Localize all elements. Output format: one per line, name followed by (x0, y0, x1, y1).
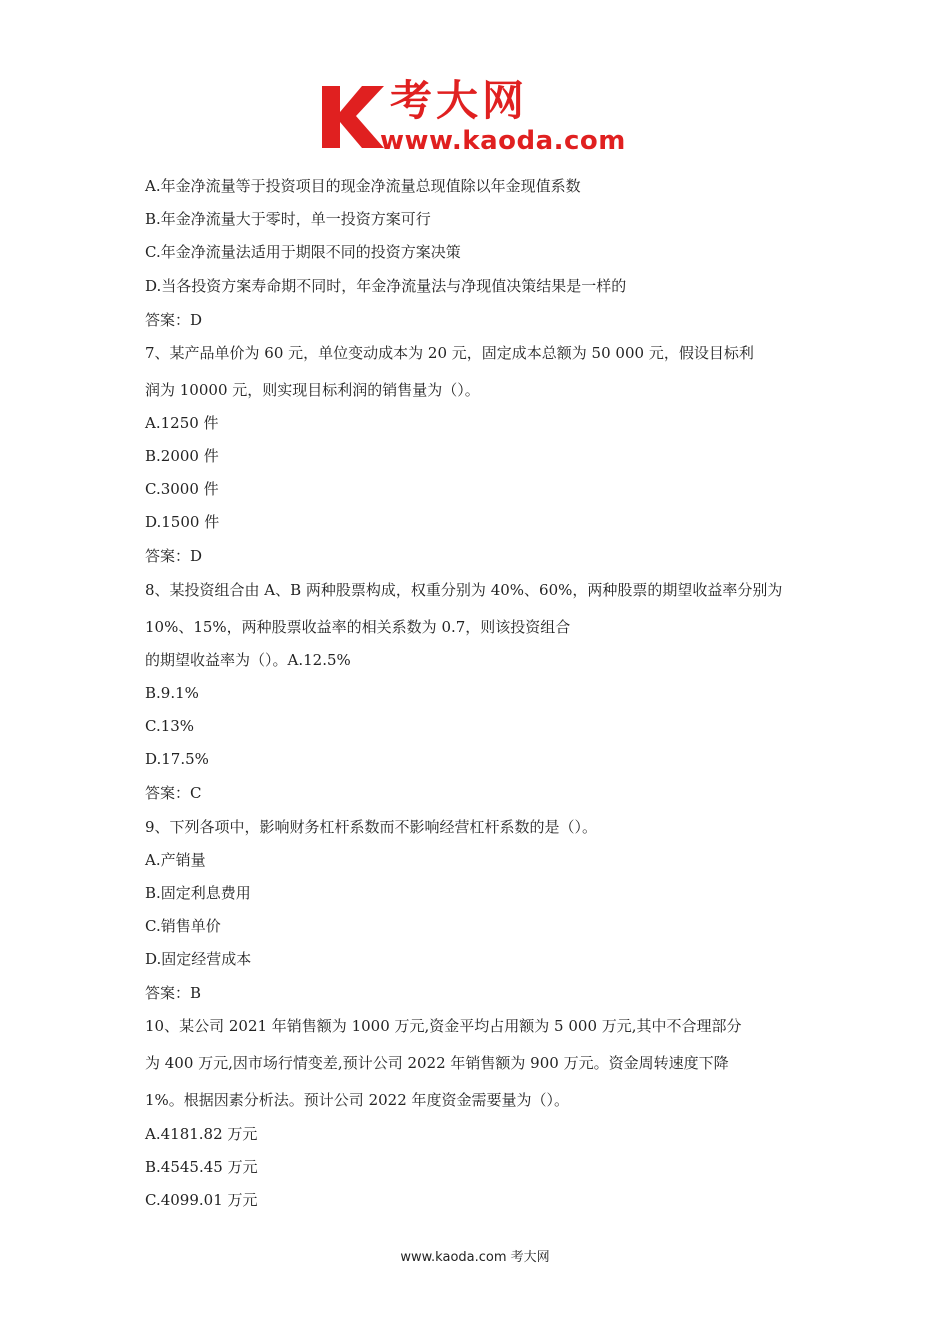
option-line: D.固定经营成本 (145, 950, 252, 968)
logo-brand-name: 考大网 (390, 76, 529, 125)
option-line: C.销售单价 (145, 917, 221, 935)
question-line: 9、下列各项中，影响财务杠杆系数而不影响经营杠杆系数的是（）。 (145, 818, 598, 836)
option-line: C.4099.01 万元 (145, 1191, 258, 1209)
option-line: B.固定利息费用 (145, 884, 251, 902)
option-line: A.1250 件 (145, 414, 219, 432)
option-line: C.年金净流量法适用于期限不同的投资方案决策 (145, 243, 461, 261)
k-logo-icon (318, 82, 388, 152)
option-line: A.4181.82 万元 (145, 1125, 258, 1143)
question-line: 7、某产品单价为 60 元，单位变动成本为 20 元，固定成本总额为 50 000 元，假设目标利 (145, 344, 754, 362)
option-line: A.年金净流量等于投资项目的现金净流量总现值除以年金现值系数 (145, 177, 581, 195)
question-line: 8、某投资组合由 A、B 两种股票构成，权重分别为 40%、60%，两种股票的期望收益率分别为 (145, 581, 783, 599)
option-line: D.当各投资方案寿命期不同时，年金净流量法与净现值决策结果是一样的 (145, 277, 627, 295)
page-footer: www.kaoda.com 考大网 (400, 1250, 550, 1265)
question-line: 10、某公司 2021 年销售额为 1000 万元,资金平均占用额为 5 000 万元,其中不合理部分 (145, 1017, 742, 1035)
question-line: 10%、15%，两种股票收益率的相关系数为 0.7，则该投资组合 (145, 618, 571, 636)
option-line: B.4545.45 万元 (145, 1158, 258, 1176)
option-line: B.9.1% (145, 684, 199, 702)
question-line: 1%。根据因素分析法。预计公司 2022 年度资金需要量为（）。 (145, 1091, 570, 1109)
option-line: C.3000 件 (145, 480, 219, 498)
option-line: A.产销量 (145, 851, 206, 869)
answer-line: 答案：D (145, 311, 203, 329)
option-line: B.2000 件 (145, 447, 219, 465)
answer-line: 答案：D (145, 547, 203, 565)
option-line: D.1500 件 (145, 513, 220, 531)
question-line: 为 400 万元,因市场行情变差,预计公司 2022 年销售额为 900 万元。资金周转速度下降 (145, 1054, 729, 1072)
answer-line: 答案：B (145, 984, 202, 1002)
question-line: 润为 10000 元，则实现目标利润的销售量为（）。 (145, 381, 480, 399)
site-logo (318, 78, 638, 160)
question-line: 的期望收益率为（）。A.12.5% (145, 651, 351, 669)
answer-line: 答案：C (145, 784, 202, 802)
logo-brand-url: www.kaoda.com (380, 126, 626, 156)
option-line: C.13% (145, 717, 195, 735)
option-line: D.17.5% (145, 750, 209, 768)
option-line: B.年金净流量大于零时，单一投资方案可行 (145, 210, 431, 228)
